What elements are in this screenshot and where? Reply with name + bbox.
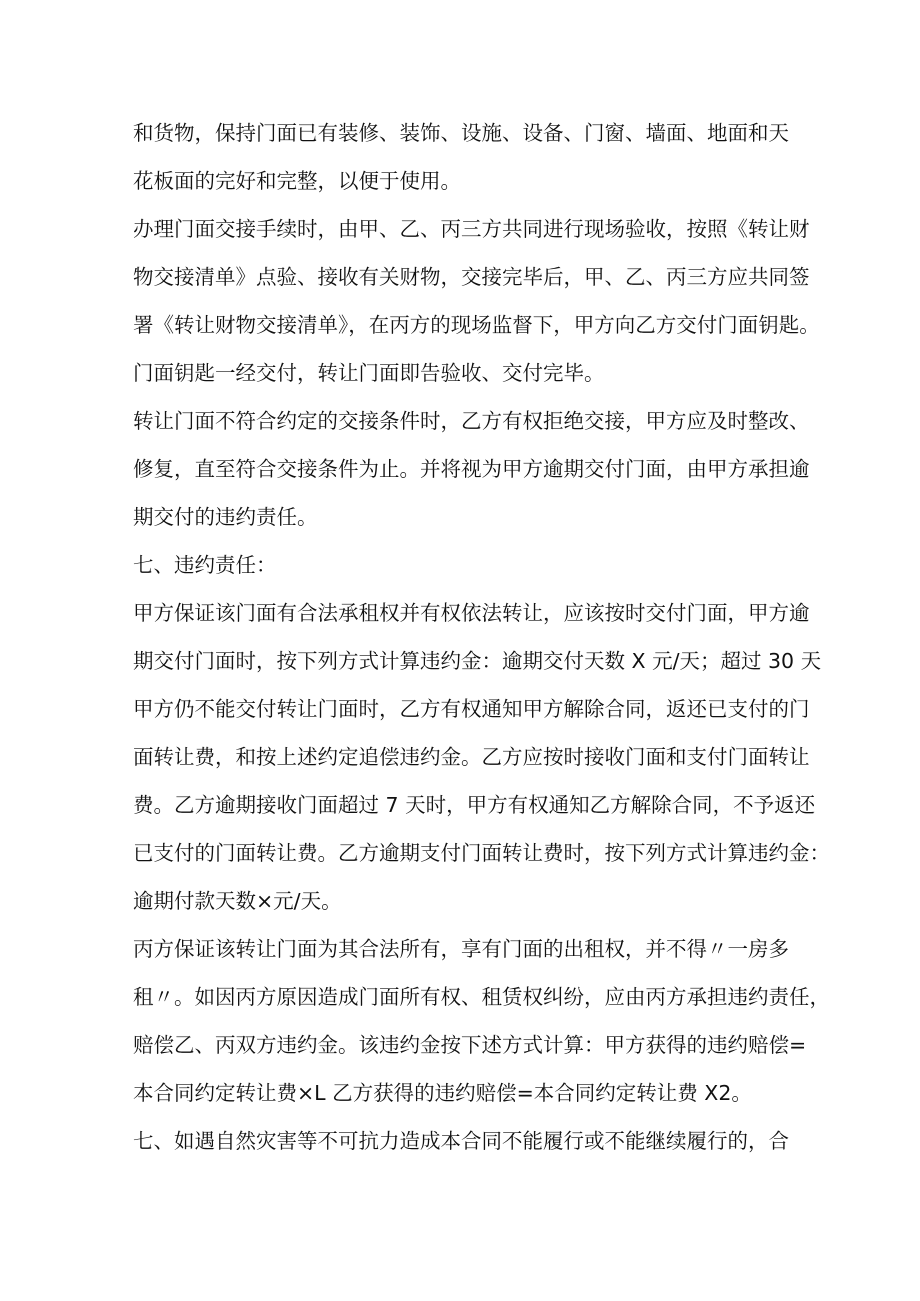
text-line: 面转让费，和按上述约定追偿违约金。乙方应按时接收门面和支付门面转让 (133, 745, 810, 769)
text-line: 门面钥匙一经交付，转让门面即告验收、交付完毕。 (133, 361, 605, 385)
paragraph-party-c-liability (133, 930, 830, 1112)
text-line: 期交付门面时，按下列方式计算违约金：逾期交付天数 X 元/天；超过 30 天 (133, 649, 822, 673)
text-line: 甲方仍不能交付转让门面时，乙方有权通知甲方解除合同，返还已支付的门 (133, 697, 810, 721)
text-line: 本合同约定转让费×L 乙方获得的违约赔偿=本合同约定转让费 X2。 (133, 1081, 752, 1105)
text-line: 甲方保证该门面有合法承租权并有权依法转让，应该按时交付门面，甲方逾 (133, 601, 810, 625)
text-line: 丙方保证该转让门面为其合法所有，享有门面的出租权，并不得〃一房多 (133, 937, 789, 961)
text-line: 期交付的违约责任。 (133, 505, 318, 529)
text-line: 办理门面交接手续时，由甲、乙、丙三方共同进行现场验收，按照《转让财 (133, 217, 810, 241)
text-line: 赔偿乙、丙双方违约金。该违约金按下述方式计算：甲方获得的违约赔偿= (133, 1033, 807, 1057)
text-line: 逾期付款天数×元/天。 (133, 889, 342, 913)
text-line: 已支付的门面转让费。乙方逾期支付门面转让费时，按下列方式计算违约金： (133, 841, 830, 865)
heading-line: 七、违约责任： (133, 553, 277, 577)
text-line: 物交接清单》点验、接收有关财物，交接完毕后，甲、乙、丙三方应共同签 (133, 265, 810, 289)
text-line: 七、如遇自然灾害等不可抗力造成本合同不能履行或不能继续履行的，合 (133, 1129, 789, 1153)
text-line: 署《转让财物交接清单》，在丙方的现场监督下，甲方向乙方交付门面钥匙。 (133, 313, 820, 337)
text-line: 花板面的完好和完整，以便于使用。 (133, 169, 461, 193)
document-body (133, 114, 830, 1170)
text-line: 和货物，保持门面已有装修、装饰、设施、设备、门窗、墙面、地面和天 (133, 121, 789, 145)
text-line: 修复，直至符合交接条件为止。并将视为甲方逾期交付门面，由甲方承担逾 (133, 457, 810, 481)
paragraph-handover-condition (133, 114, 823, 200)
text-line: 费。乙方逾期接收门面超过 7 天时，甲方有权通知乙方解除合同，不予返还 (133, 793, 816, 817)
text-line: 租〃。如因丙方原因造成门面所有权、租赁权纠纷，应由丙方承担违约责任， (133, 985, 830, 1009)
paragraph-handover-rejection (133, 402, 823, 536)
text-line: 转让门面不符合约定的交接条件时，乙方有权拒绝交接，甲方应及时整改、 (133, 409, 810, 433)
paragraph-force-majeure (133, 1122, 823, 1160)
paragraph-handover-procedure (133, 210, 823, 392)
paragraph-party-a-liability (133, 594, 830, 920)
section-heading-liability (133, 546, 823, 584)
